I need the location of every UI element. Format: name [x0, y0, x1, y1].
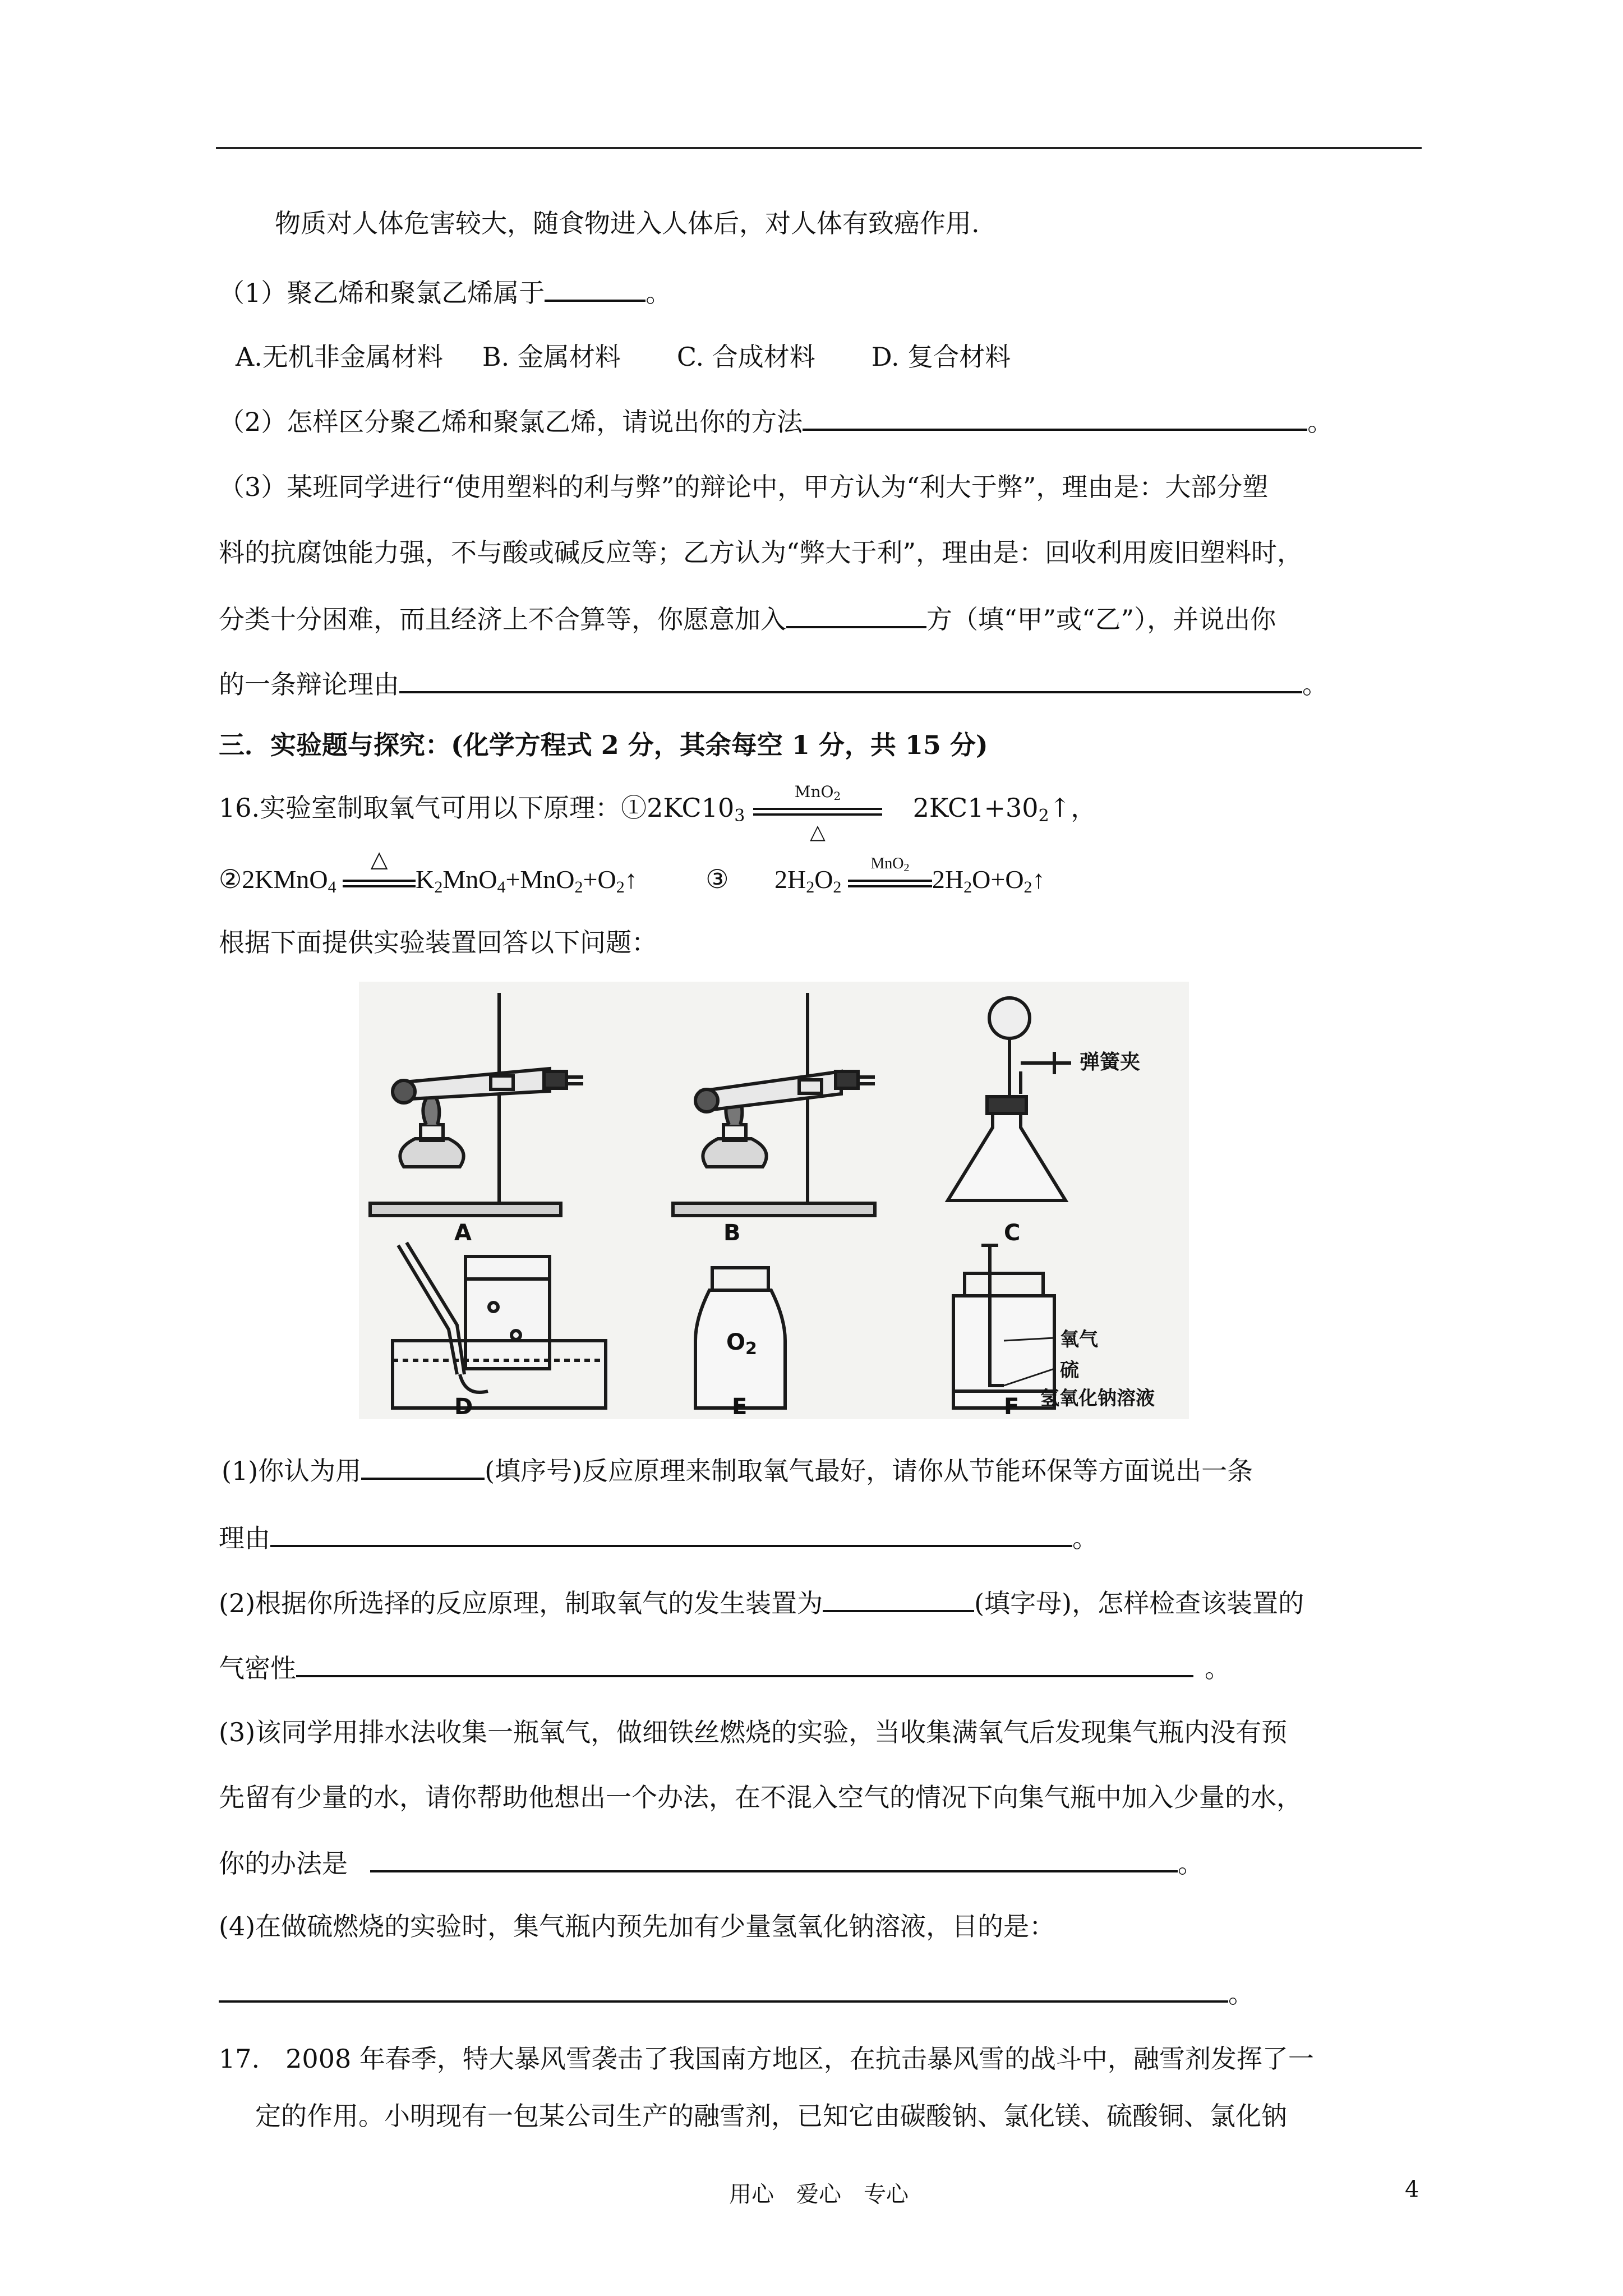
option-c: C. 合成材料: [676, 342, 815, 372]
eq1-products: 2KC1+30: [912, 793, 1039, 823]
q16-prompt: 根据下面提供实验装置回答以下问题：: [219, 927, 657, 958]
eq2-reactant: ②2KMnO: [219, 865, 328, 894]
eq2-prod-c: +MnO: [505, 865, 575, 894]
answer-blank-2[interactable]: [803, 404, 1307, 431]
reaction-arrow-1: [753, 783, 882, 844]
eq2-prod-c-sub: 2: [574, 878, 583, 896]
apparatus-figure: [359, 982, 1189, 1419]
sub-3: 3: [734, 806, 745, 826]
catalyst-1: MnO: [794, 783, 834, 801]
q16-part-4-answer: [219, 1976, 1254, 2010]
q16-part-1-b: (填序号)反应原理来制取氧气最好，请你从节能环保等方面说出一条: [485, 1456, 1253, 1486]
q16-part-3-line-1: (3)该同学用排水法收集一瓶氧气，做细铁丝燃烧的实验，当收集满氧气后发现集气瓶内没有预: [219, 1717, 1288, 1747]
eq3-reactant-sub: 2: [806, 878, 815, 896]
question-3-line-1: （3）某班同学进行“使用塑料的利与弊”的辩论中，甲方认为“利大于弊”，理由是：大部分塑: [219, 472, 1269, 502]
eq3-reactant-b: O: [814, 865, 833, 894]
eq2-reactant-sub: 4: [328, 878, 336, 896]
label-o2: [726, 1329, 757, 1359]
eq2-gas-arrow: ↑: [624, 865, 638, 894]
label-e: E: [732, 1394, 748, 1420]
question-2-text: （2）怎样区分聚乙烯和聚氯乙烯，请说出你的方法: [219, 407, 803, 437]
eq2-prod-d-sub: 2: [616, 878, 625, 896]
q16-part-1-reason: [219, 1520, 1098, 1555]
question-3-line-2: 料的抗腐蚀能力强，不与酸或碱反应等；乙方认为“弊大于利”，理由是：回收利用废旧塑料时，: [219, 537, 1303, 568]
question-3-line-3a: 分类十分困难，而且经济上不合算等，你愿意加入: [219, 604, 786, 634]
question-3-line-3: [219, 601, 1276, 636]
q16-part-3-line-2: 先留有少量的水，请你帮助他想出一个办法，在不混入空气的情况下向集气瓶中加入少量的水，: [219, 1782, 1302, 1812]
q16-part-1-end: 。: [1072, 1523, 1098, 1553]
q17-line-1: 17. 2008 年春季，特大暴风雪袭击了我国南方地区，在抗击暴风雪的战斗中，融雪剂发挥了一: [219, 2044, 1314, 2074]
answer-blank-10[interactable]: [219, 1976, 1228, 2003]
q16-part-1: [222, 1453, 1253, 1488]
eq3-reactant: 2H: [774, 865, 806, 894]
question-3-line-4-text: 的一条辩论理由: [219, 669, 399, 700]
q16-part-2-a: (2)根据你所选择的反应原理，制取氧气的发生装置为: [219, 1588, 823, 1618]
eq3-prod-a: 2H: [932, 865, 964, 894]
eq2-prod-b-sub: 4: [497, 878, 506, 896]
equation-line-2: [219, 846, 1045, 904]
label-d: D: [454, 1394, 473, 1420]
q16-part-2: [219, 1585, 1304, 1620]
question-1: [219, 275, 671, 310]
q16-part-4-end: 。: [1228, 1978, 1254, 2009]
catalyst-1-sub: 2: [833, 789, 841, 803]
page-number: 4: [1405, 2177, 1419, 2202]
question-2-end: 。: [1307, 407, 1334, 437]
answer-blank-9[interactable]: [370, 1846, 1178, 1872]
reaction-arrow-3: [848, 855, 932, 899]
reaction-arrow-2: [343, 846, 416, 899]
question-1-end: 。: [645, 278, 672, 308]
option-a: A.无机非金属材料: [236, 342, 443, 372]
option-d: D. 复合材料: [871, 342, 1011, 372]
label-o2-sub: 2: [745, 1339, 757, 1359]
question-3-line-4: [219, 666, 1328, 701]
footer-motto: 用心 爱心 专心: [729, 2182, 909, 2207]
eq3-prod-a-sub: 2: [963, 878, 972, 896]
eq2-prod-a: K: [416, 865, 435, 894]
eq2-prod-b: MnO: [442, 865, 497, 894]
label-spring-clip: 弹簧夹: [1080, 1051, 1141, 1074]
section-3-heading: 三．实验题与探究：(化学方程式 2 分，其余每空 1 分，共 15 分): [219, 730, 988, 760]
eq3-prod-b: O+O: [972, 865, 1024, 894]
eq2-prod-d: +O: [583, 865, 616, 894]
eq2-prod-a-sub: 2: [434, 878, 443, 896]
catalyst-3: MnO: [870, 855, 904, 873]
label-naoh-solution: 氢氧化钠溶液: [1040, 1387, 1155, 1410]
q16-part-2-b: (填字母)，怎样检查该装置的: [974, 1588, 1304, 1618]
header-rule: [216, 147, 1422, 149]
q16-part-2-c: 气密性: [219, 1653, 296, 1683]
q16-intro-text: 16.实验室制取氧气可用以下原理：①2KC10: [219, 793, 735, 823]
q16-part-4: (4)在做硫燃烧的实验时，集气瓶内预先加有少量氢氧化钠溶液，目的是：: [219, 1911, 1055, 1941]
option-b: B. 金属材料: [482, 342, 621, 372]
question-1-text: （1）聚乙烯和聚氯乙烯属于: [219, 278, 545, 308]
eq1-gas-arrow: ↑，: [1049, 793, 1097, 823]
eq3-gas-arrow: ↑: [1032, 865, 1045, 894]
options-line: [236, 340, 1011, 374]
label-sulfur: 硫: [1060, 1359, 1079, 1382]
q16-part-2-airtight: [219, 1650, 1230, 1685]
q16-part-3-end: 。: [1178, 1848, 1204, 1879]
answer-blank-5[interactable]: [361, 1453, 485, 1480]
q16-part-2-end: 。: [1205, 1653, 1230, 1683]
eq3-reactant-b-sub: 2: [833, 878, 842, 896]
answer-blank-4[interactable]: [399, 666, 1302, 693]
question-2: [219, 404, 1333, 439]
label-o2-text: O: [726, 1329, 746, 1355]
apparatus-drawing: [359, 982, 1189, 1419]
answer-blank-7[interactable]: [823, 1585, 974, 1612]
q16-part-3-c: 你的办法是: [219, 1848, 348, 1879]
label-c: C: [1004, 1220, 1021, 1246]
label-f: F: [1004, 1394, 1020, 1420]
answer-blank-1[interactable]: [545, 275, 645, 302]
q16-part-3-line-3: [219, 1846, 1204, 1880]
question-3-line-3b: 方（填“甲”或“乙”），并说出你: [926, 604, 1276, 634]
q16-intro: [219, 783, 1097, 844]
eq3-label: ③: [706, 865, 729, 894]
answer-blank-3[interactable]: [786, 601, 926, 628]
eq1-products-sub: 2: [1038, 806, 1049, 826]
q16-part-1-a: (1)你认为用: [222, 1456, 362, 1486]
text-line-1: 物质对人体危害较大，随食物进入人体后，对人体有致癌作用.: [275, 208, 980, 238]
label-b: B: [723, 1220, 741, 1246]
heat-symbol-2: △: [370, 846, 388, 872]
heat-symbol-1: △: [810, 821, 826, 844]
label-a: A: [454, 1220, 472, 1246]
answer-blank-8[interactable]: [296, 1650, 1193, 1677]
eq3-prod-b-sub: 2: [1023, 878, 1032, 896]
label-oxygen: 氧气: [1060, 1328, 1098, 1351]
q17-line-2: 定的作用。小明现有一包某公司生产的融雪剂，已知它由碳酸钠、氯化镁、硫酸铜、氯化钠: [255, 2101, 1287, 2131]
question-3-line-4-end: 。: [1302, 669, 1328, 700]
answer-blank-6[interactable]: [270, 1520, 1072, 1547]
catalyst-3-sub: 2: [903, 862, 910, 875]
q16-part-1-c: 理由: [219, 1523, 270, 1553]
